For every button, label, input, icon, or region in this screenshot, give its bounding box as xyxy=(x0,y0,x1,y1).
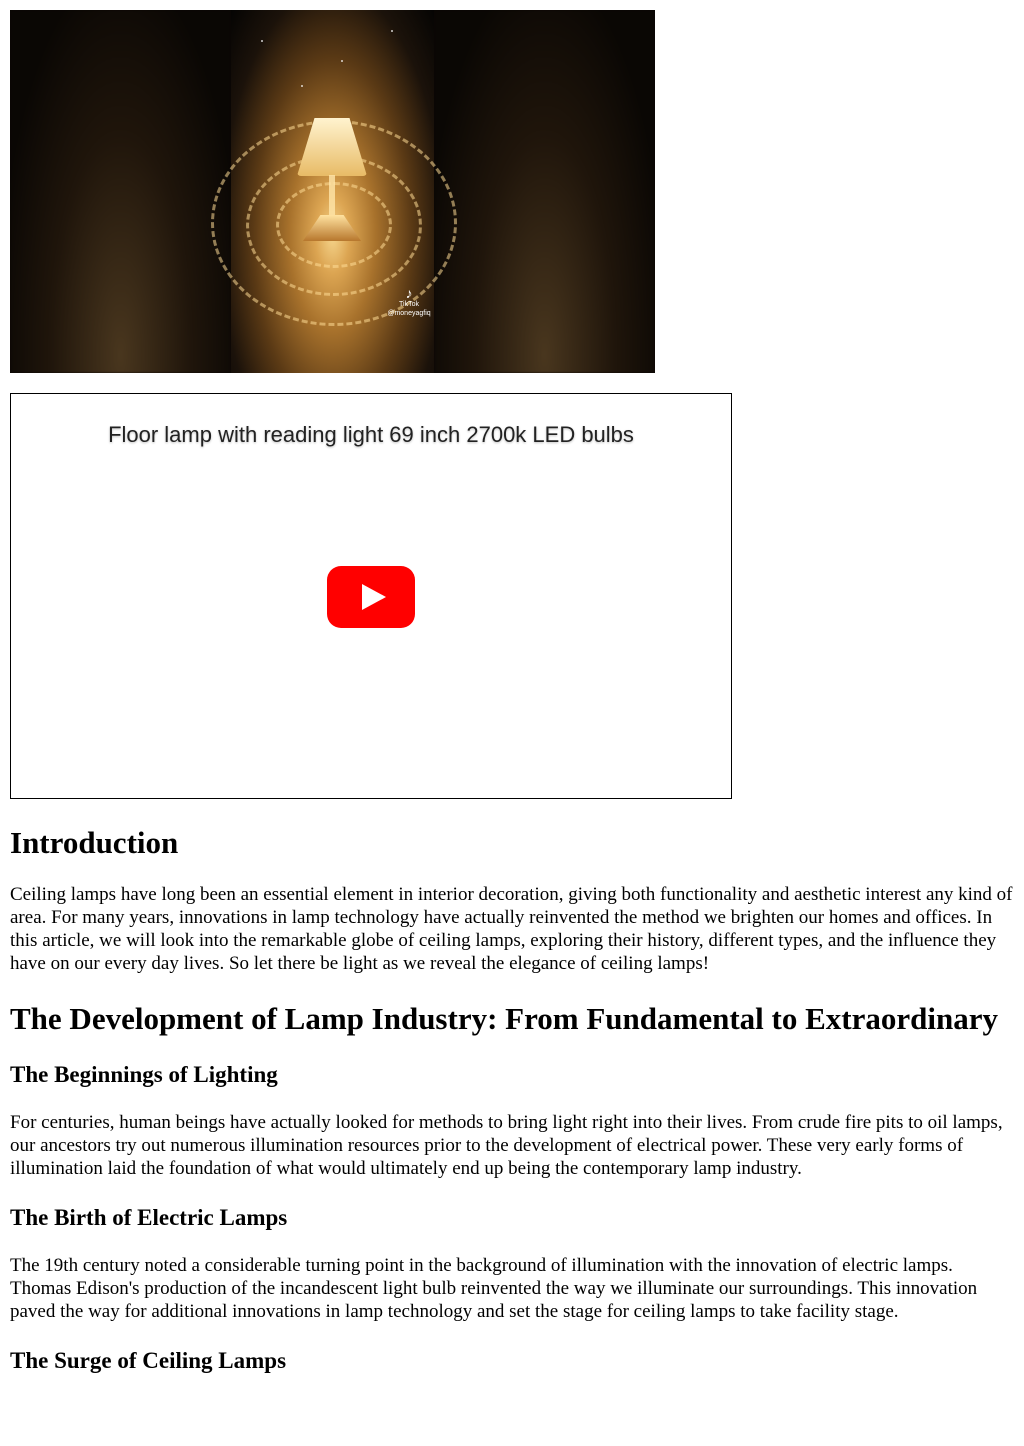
section-heading: The Development of Lamp Industry: From Fundamental to Extraordinary xyxy=(10,1001,998,1036)
paragraph-beginnings: For centuries, human beings have actually looked for methods to bring light right into their lives. From crude fire pits to oil lamps, our ancestors try out numerous illumination resources prior to the development of electrical power. These very early forms of illumination laid the foundation of what would ultimately end up being the contemporary lamp industry. xyxy=(10,1112,1003,1179)
hero-lamp-photo xyxy=(231,10,434,373)
hero-blurred-right xyxy=(434,10,655,373)
star-dot xyxy=(301,85,303,87)
star-dot xyxy=(341,60,343,62)
subsection-heading-electric: The Birth of Electric Lamps xyxy=(10,1205,288,1230)
hero-image xyxy=(10,10,655,373)
tiktok-brand: TikTok xyxy=(399,301,419,308)
tiktok-watermark xyxy=(379,286,439,318)
tiktok-user: @moneyagfiq xyxy=(387,310,431,317)
hero-blurred-left xyxy=(10,10,231,373)
subsection-heading-surge: The Surge of Ceiling Lamps xyxy=(10,1348,287,1373)
intro-heading: Introduction xyxy=(10,825,179,860)
video-title[interactable]: Floor lamp with reading light 69 inch 2700k LED bulbs xyxy=(108,422,634,447)
paragraph-electric: The 19th century noted a considerable turning point in the background of illumination with the innovation of electric lamps. Thomas Edison's production of the incandescent light bulb reinvented the way we illuminate our surroundings. This innovation paved the way for additional innovations in lamp technology and set the stage for ceiling lamps to take facility stage. xyxy=(10,1255,978,1322)
subsection-heading-beginnings: The Beginnings of Lighting xyxy=(10,1062,278,1087)
lamp-stem xyxy=(329,175,335,220)
star-dot xyxy=(391,30,393,32)
star-dot xyxy=(261,40,263,42)
video-embed[interactable] xyxy=(10,393,732,799)
tiktok-icon: ♪ xyxy=(405,285,413,301)
youtube-play-icon[interactable] xyxy=(327,566,415,628)
intro-paragraph: Ceiling lamps have long been an essential element in interior decoration, giving both functionality and aesthetic interest any kind of area. For many years, innovations in lamp technology have actually reinvented the method we brighten our homes and offices. In this article, we will look into the remarkable globe of ceiling lamps, exploring their history, different types, and the influence they have on our every day lives. So let there be light as we reveal the elegance of ceiling lamps! xyxy=(10,884,1013,974)
